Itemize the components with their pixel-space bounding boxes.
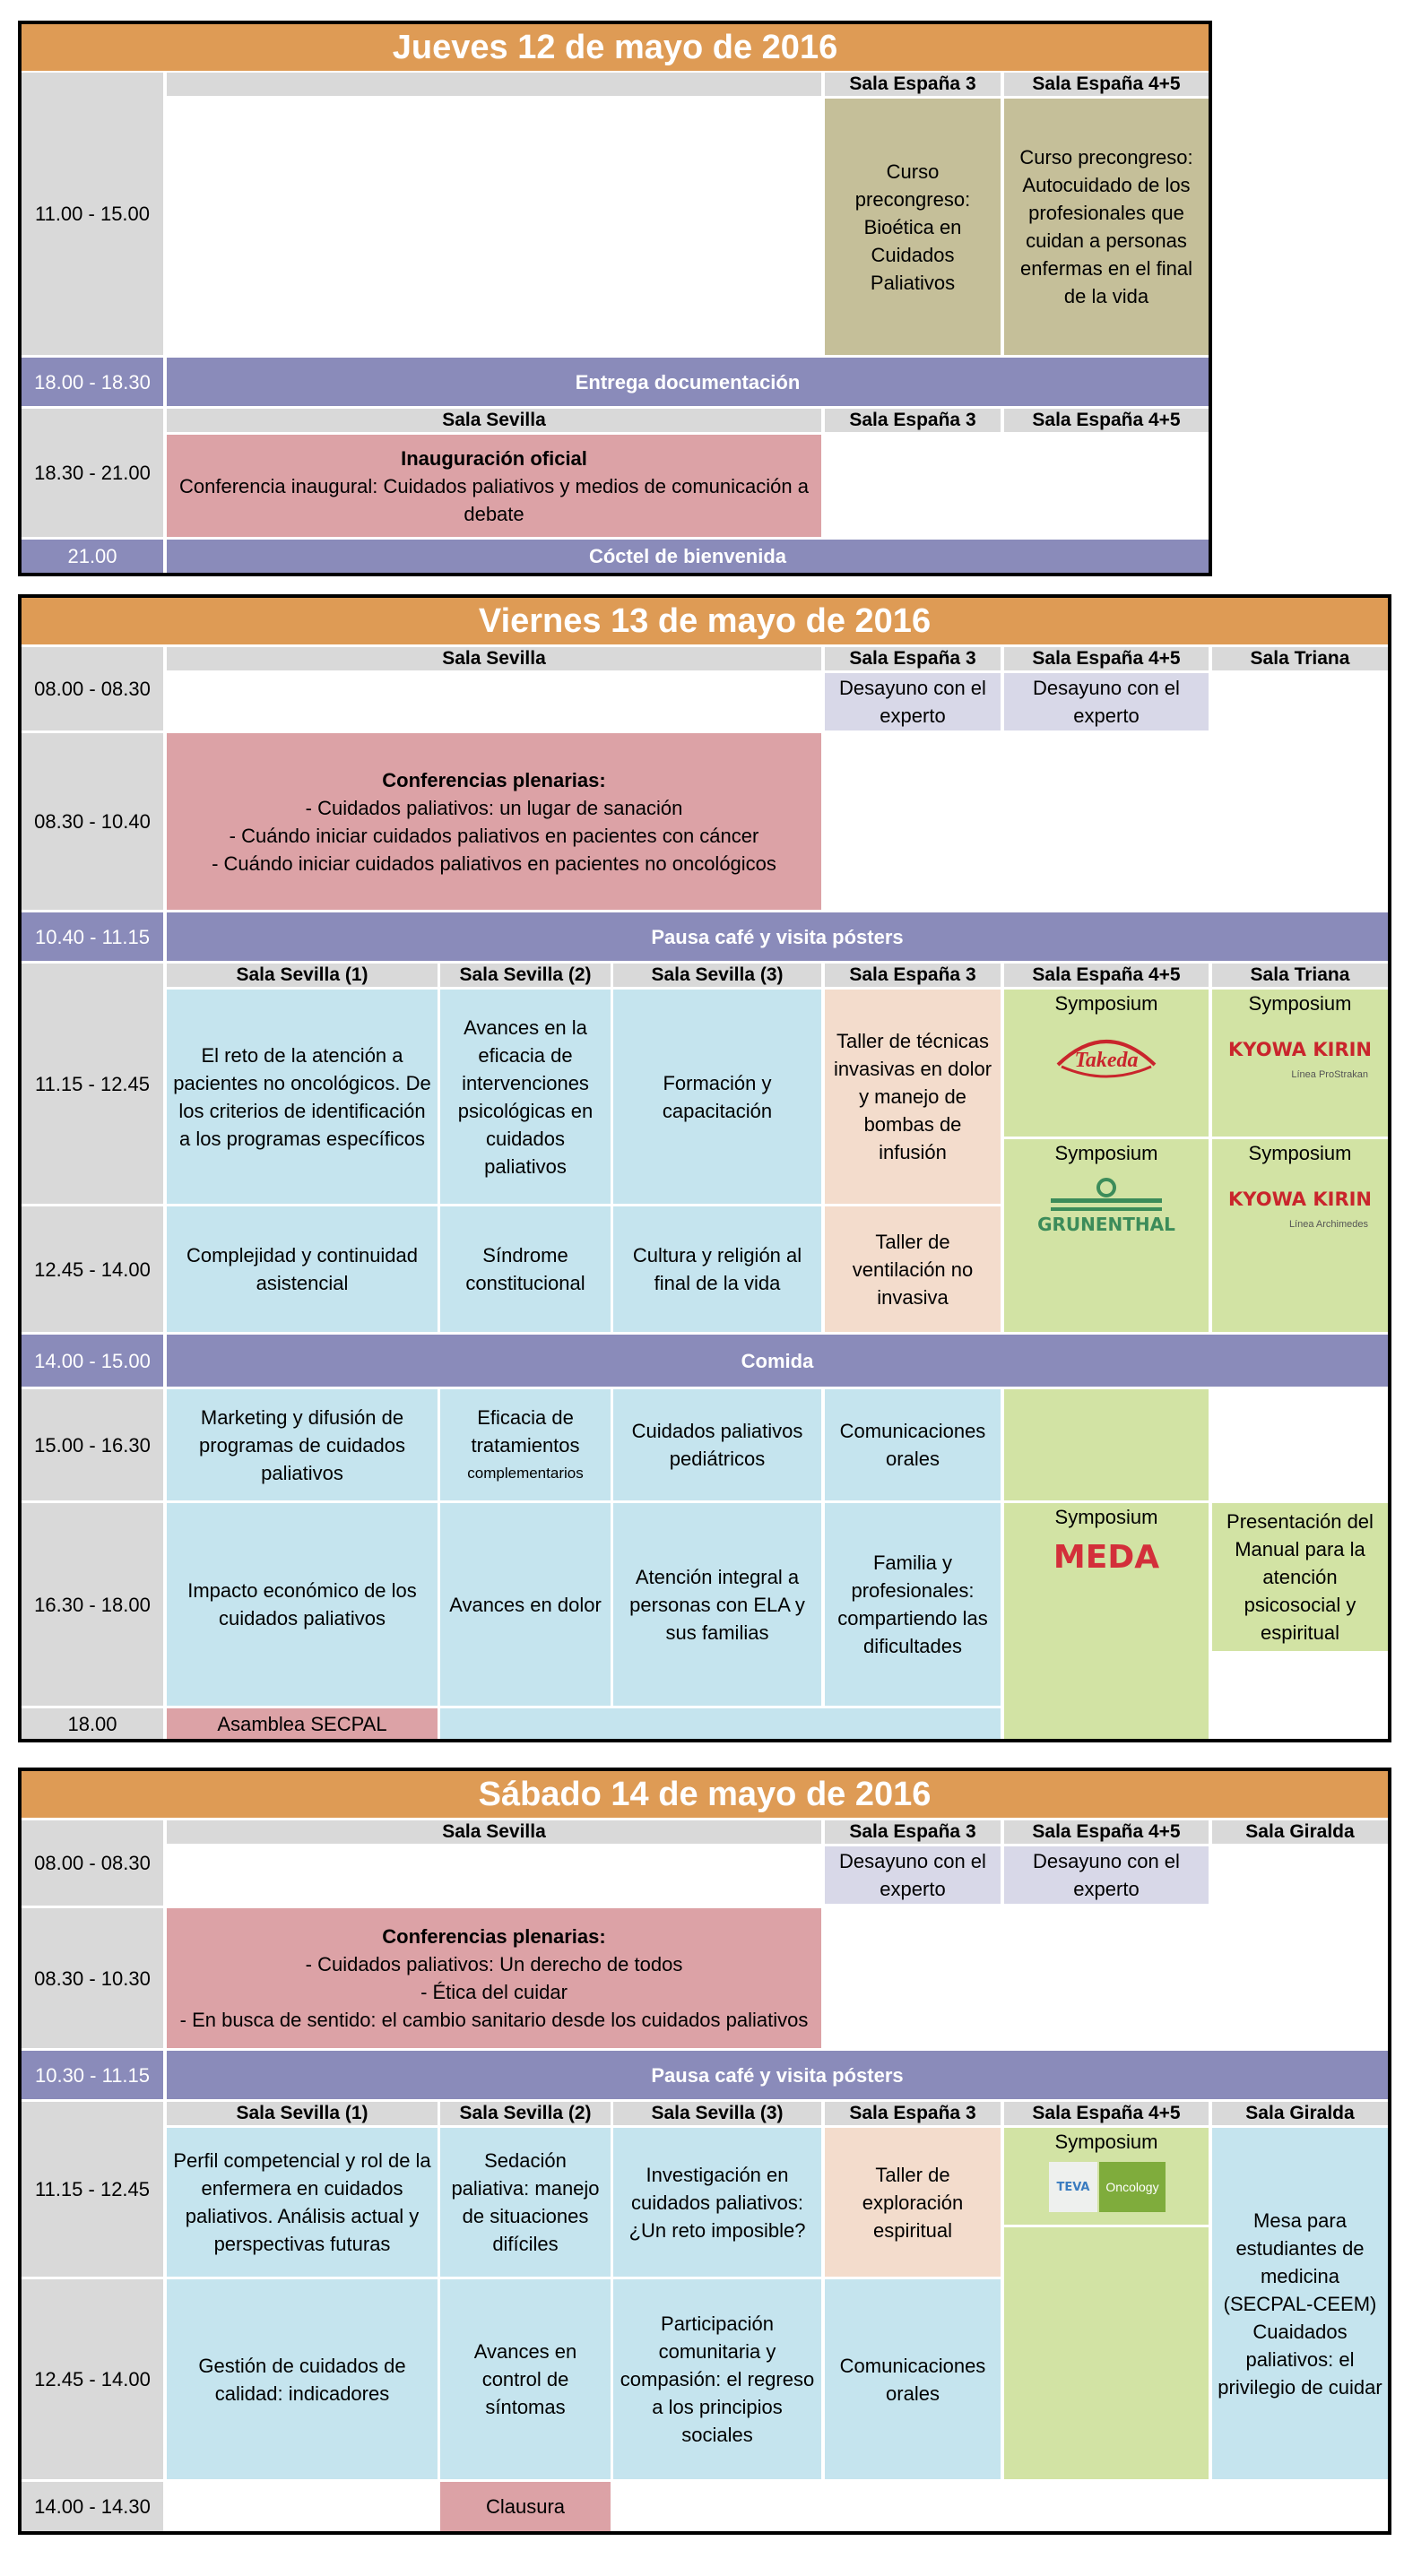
day2-time-8: 16.30 - 18.00 [22, 1503, 163, 1706]
day2-symposium-kyowa-1 [1212, 990, 1388, 1137]
day3-room-giralda: Sala Giralda [1212, 1820, 1388, 1844]
day2-room-triana: Sala Triana [1212, 647, 1388, 670]
day1-time-3: 18.30 - 21.00 [22, 409, 163, 537]
day3-s2-session-2: Avances en control de síntomas [440, 2279, 611, 2479]
day3-e3-session-1: Taller de exploración espiritual [825, 2128, 1001, 2277]
meda-logo [1040, 1537, 1173, 1577]
day2-s2-session-4: Avances en dolor [440, 1503, 611, 1706]
day2-s3-session-3: Cuidados paliativos pediátricos [613, 1389, 821, 1500]
day3-room-e45: Sala España 4+5 [1004, 2102, 1209, 2125]
symposium-label: Symposium [1054, 2131, 1158, 2153]
symposium-label: Symposium [1054, 1142, 1158, 1164]
day2-desayuno-1: Desayuno con el experto [825, 673, 1001, 730]
svg-text:Takeda: Takeda [1074, 1049, 1139, 1072]
day3-room-s1: Sala Sevilla (1) [167, 2102, 438, 2125]
day2-time-7: 15.00 - 16.30 [22, 1389, 163, 1500]
day2-asamblea: Asamblea SECPAL [167, 1708, 438, 1739]
svg-text:KYOWA KIRIN: KYOWA KIRIN [1227, 1189, 1373, 1210]
symposium-label: Symposium [1054, 1506, 1158, 1528]
day3-time-3: 10.30 - 11.15 [22, 2051, 163, 2099]
day2-plenarias: Conferencias plenarias: - Cuidados paliativos: un lugar de sanación - Cuándo iniciar cuidados paliativos en pacientes con cáncer - Cuándo iniciar cuidados paliativos en pacientes no oncológicos [167, 733, 821, 910]
day2-room-triana-2: Sala Triana [1212, 964, 1388, 987]
day2-symposium-grunenthal [1004, 1139, 1209, 1332]
day3-room-sevilla: Sala Sevilla [167, 1820, 821, 1844]
day2-time-3: 10.40 - 11.15 [22, 912, 163, 961]
kyowa-kirin-logo-1 [1219, 1034, 1381, 1088]
day2-e3-session-4: Familia y profesionales: compartiendo las dificultades [825, 1503, 1001, 1706]
day3-s2-session-1: Sedación paliativa: manejo de situaciones difíciles [440, 2128, 611, 2277]
day3-desayuno-2: Desayuno con el experto [1004, 1846, 1209, 1904]
day3-s1-session-2: Gestión de cuidados de calidad: indicadores [167, 2279, 438, 2479]
day2-s3-session-1: Formación y capacitación [613, 990, 821, 1204]
day3-s1-session-1: Perfil competencial y rol de la enfermera en cuidados paliativos. Análisis actual y perspectivas futuras [167, 2128, 438, 2277]
day2-symposium-takeda [1004, 990, 1209, 1137]
day3-room-s3: Sala Sevilla (3) [613, 2102, 821, 2125]
day3-room-espana3: Sala España 3 [825, 1820, 1001, 1844]
day2-room-e3: Sala España 3 [825, 964, 1001, 987]
day1-header-blank [167, 73, 821, 96]
day2-room-s1: Sala Sevilla (1) [167, 964, 438, 987]
day1-time-1: 11.00 - 15.00 [22, 73, 163, 355]
day3-room-e3: Sala España 3 [825, 2102, 1001, 2125]
day3-desayuno-1: Desayuno con el experto [825, 1846, 1001, 1904]
svg-text:MEDA: MEDA [1053, 1539, 1160, 1576]
takeda-logo [1049, 1031, 1164, 1079]
day3-room-s2: Sala Sevilla (2) [440, 2102, 611, 2125]
day3-time-5: 12.45 - 14.00 [22, 2279, 163, 2479]
day3-s3-session-1: Investigación en cuidados paliativos: ¿Un reto imposible? [613, 2128, 821, 2277]
day1-entrega: Entrega documentación [167, 358, 1209, 406]
day3-room-giralda-2: Sala Giralda [1212, 2102, 1388, 2125]
kyowa-kirin-logo-2 [1219, 1184, 1381, 1238]
grunenthal-logo [1037, 1177, 1175, 1240]
day2-room-s3: Sala Sevilla (3) [613, 964, 821, 987]
day2-time-2: 08.30 - 10.40 [22, 733, 163, 910]
teva-oncology-logo [1049, 2162, 1166, 2212]
day2-time-1: 08.00 - 08.30 [22, 647, 163, 730]
day1-room-espana45-a: Sala España 4+5 [1004, 73, 1209, 96]
day1-time-2: 18.00 - 18.30 [22, 358, 163, 406]
svg-text:TEVA: TEVA [1056, 2181, 1090, 2194]
day2-s3-session-4: Atención integral a personas con ELA y sus familias [613, 1503, 821, 1706]
symposium-label: Symposium [1054, 992, 1158, 1015]
day3-symposium-teva [1004, 2128, 1209, 2225]
day2-s3-session-2: Cultura y religión al final de la vida [613, 1206, 821, 1332]
day2-room-sevilla: Sala Sevilla [167, 647, 821, 670]
svg-text:KYOWA KIRIN: KYOWA KIRIN [1227, 1039, 1373, 1060]
day1-title: Jueves 12 de mayo de 2016 [22, 24, 1209, 71]
day3-plenarias: Conferencias plenarias: - Cuidados paliativos: Un derecho de todos - Ética del cuidar - En busca de sentido: el cambio sanitario desde los cuidados paliativos [167, 1908, 821, 2048]
svg-text:Línea Archimedes: Línea Archimedes [1288, 1219, 1368, 1230]
day1-curso-autocuidado: Curso precongreso: Autocuidado de los profesionales que cuidan a personas enfermas en el final de la vida [1004, 99, 1209, 355]
day3-title: Sábado 14 de mayo de 2016 [22, 1771, 1388, 1818]
day2-s1-session-1: El reto de la atención a pacientes no oncológicos. De los criterios de identificación a los programas específicos [167, 990, 438, 1204]
day2-title: Viernes 13 de mayo de 2016 [22, 598, 1388, 644]
day2-room-espana45: Sala España 4+5 [1004, 647, 1209, 670]
svg-text:GRUNENTHAL: GRUNENTHAL [1037, 1214, 1175, 1235]
symposium-label: Symposium [1248, 992, 1352, 1015]
day2-time-9: 18.00 [22, 1708, 163, 1739]
day3-giralda-mesa: Mesa para estudiantes de medicina (SECPAL-CEEM) Cuaidados paliativos: el privilegio de cuidar [1212, 2128, 1388, 2479]
day2-room-espana3: Sala España 3 [825, 647, 1001, 670]
day2-time-4: 11.15 - 12.45 [22, 964, 163, 1204]
day2-symposium-kyowa-2 [1212, 1139, 1388, 1332]
day2-comida: Comida [167, 1335, 1388, 1387]
day1-time-4: 21.00 [22, 540, 163, 573]
day1-coctel: Cóctel de bienvenida [167, 540, 1209, 573]
day3-time-1: 08.00 - 08.30 [22, 1820, 163, 1906]
symposium-label: Symposium [1248, 1142, 1352, 1164]
day2-s2-session-3: Eficacia de tratamientos complementarios [440, 1389, 611, 1500]
day2-s1-session-3: Marketing y difusión de programas de cuidados paliativos [167, 1389, 438, 1500]
svg-text:Línea ProStrakan: Línea ProStrakan [1291, 1069, 1368, 1080]
day2-pausa: Pausa café y visita pósters [167, 912, 1388, 961]
day2-room-s2: Sala Sevilla (2) [440, 964, 611, 987]
day3-time-2: 08.30 - 10.30 [22, 1908, 163, 2048]
day2-room-e45: Sala España 4+5 [1004, 964, 1209, 987]
day2-s1-session-2: Complejidad y continuidad asistencial [167, 1206, 438, 1332]
day2-s2-session-1: Avances en la eficacia de intervenciones psicológicas en cuidados paliativos [440, 990, 611, 1204]
day3-time-4: 11.15 - 12.45 [22, 2102, 163, 2277]
day3-s3-session-2: Participación comunitaria y compasión: el regreso a los principios sociales [613, 2279, 821, 2479]
day3-room-espana45: Sala España 4+5 [1004, 1820, 1209, 1844]
day3-pausa: Pausa café y visita pósters [167, 2051, 1388, 2099]
day2-e3-session-2: Taller de ventilación no invasiva [825, 1206, 1001, 1332]
day3-e3-session-2: Comunicaciones orales [825, 2279, 1001, 2479]
day1-room-sevilla: Sala Sevilla [167, 409, 821, 432]
day2-time-6: 14.00 - 15.00 [22, 1335, 163, 1387]
svg-text:Oncology: Oncology [1105, 2180, 1159, 2194]
day2-symposium-meda [1004, 1503, 1209, 1739]
day1-inauguracion: Inauguración oficial Conferencia inaugural: Cuidados paliativos y medios de comunicación a debate [167, 435, 821, 537]
day1-room-espana3-a: Sala España 3 [825, 73, 1001, 96]
day2-desayuno-2: Desayuno con el experto [1004, 673, 1209, 730]
day2-bottom-blue [440, 1708, 1001, 1739]
day3-e45-green-block [1004, 2227, 1209, 2479]
day1-room-espana45-b: Sala España 4+5 [1004, 409, 1209, 432]
day2-e3-session-1: Taller de técnicas invasivas en dolor y manejo de bombas de infusión [825, 990, 1001, 1204]
day2-e45-green-block [1004, 1389, 1209, 1500]
day2-s1-session-4: Impacto económico de los cuidados paliativos [167, 1503, 438, 1706]
day2-presentacion-manual: Presentación del Manual para la atención psicosocial y espiritual [1212, 1503, 1388, 1651]
day2-e3-session-3: Comunicaciones orales [825, 1389, 1001, 1500]
day2-time-5: 12.45 - 14.00 [22, 1206, 163, 1332]
day3-time-6: 14.00 - 14.30 [22, 2482, 163, 2531]
day2-s2-session-2: Síndrome constitucional [440, 1206, 611, 1332]
day1-curso-bioetica: Curso precongreso: Bioética en Cuidados Paliativos [825, 99, 1001, 355]
day3-clausura: Clausura [440, 2482, 611, 2531]
day1-room-espana3-b: Sala España 3 [825, 409, 1001, 432]
